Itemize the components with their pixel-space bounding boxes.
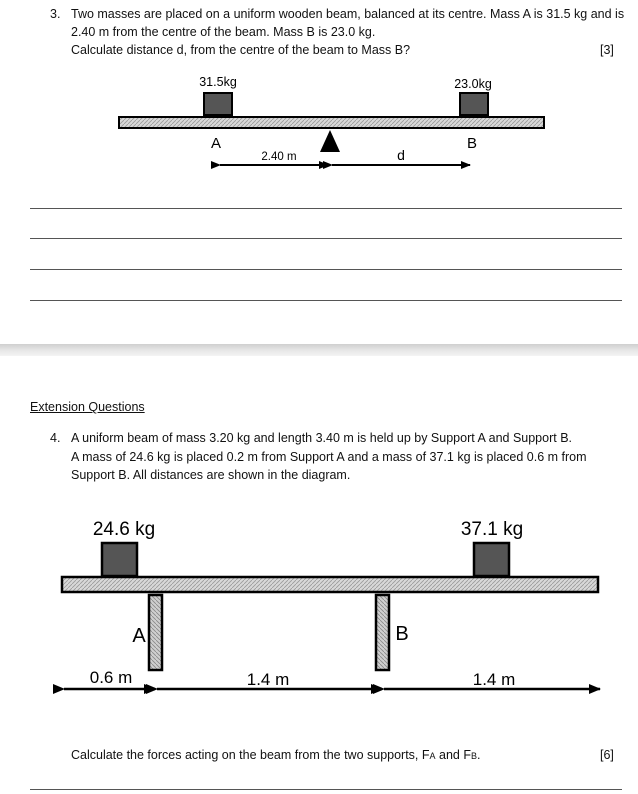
q3-text-line-3: Calculate distance d, from the centre of the beam to Mass B? <box>71 43 411 57</box>
q4-prompt-text: Calculate the forces acting on the beam from the two supports, F <box>71 748 430 762</box>
q3-beam <box>119 117 544 128</box>
q3-distance-a-label: 2.40 m <box>261 151 297 163</box>
q3-point-b-label: B <box>466 135 478 152</box>
q4-dist-3-label: 1.4 m <box>472 670 516 689</box>
q4-mass-right-label: 37.1 kg <box>460 519 524 540</box>
q4-prompt <box>71 746 480 765</box>
q3-mass-a <box>204 93 232 115</box>
q4-mass-left-label: 24.6 kg <box>92 519 156 540</box>
q3-marks: [3] <box>600 43 614 57</box>
q3-mass-a-label: 31.5kg <box>199 75 237 89</box>
q4-prompt-sub-a: A <box>429 751 436 761</box>
q3-answer-line-2[interactable] <box>30 238 622 239</box>
q4-support-a-label: A <box>132 625 146 647</box>
q3-text-line-2: 2.40 m from the centre of the beam. Mass B is 23.0 kg. <box>71 25 376 39</box>
page-break-divider <box>0 344 638 356</box>
q3-answer-line-1[interactable] <box>30 208 622 209</box>
q4-text-line-2: A mass of 24.6 kg is placed 0.2 m from Support A and a mass of 37.1 kg is placed 0.6 m from <box>71 450 587 464</box>
q4-marks: [6] <box>600 748 614 762</box>
q4-support-b <box>376 595 389 670</box>
q4-text-line-3: Support B. All distances are shown in the diagram. <box>71 468 351 482</box>
q3-mass-b <box>460 93 488 115</box>
extension-heading: Extension Questions <box>30 400 145 414</box>
q4-number: 4. <box>50 431 61 445</box>
q4-prompt-sub-b: B <box>470 751 477 761</box>
q4-prompt-mid: and F <box>435 748 471 762</box>
q4-text-line-1: A uniform beam of mass 3.20 kg and length 3.40 m is held up by Support A and Support B. <box>71 431 573 445</box>
q4-support-b-label: B <box>395 623 409 645</box>
q3-answer-line-4[interactable] <box>30 300 622 301</box>
q4-beam <box>62 577 598 592</box>
q3-diagram <box>0 0 638 200</box>
q3-distance-d-label: d <box>397 147 405 163</box>
q4-mass-left <box>102 543 137 576</box>
q3-text-line-1: Two masses are placed on a uniform wooden beam, balanced at its centre. Mass A is 31.5 kg and is <box>71 7 625 21</box>
q4-dist-2-label: 1.4 m <box>246 670 290 689</box>
q3-fulcrum <box>320 130 340 152</box>
q4-support-a <box>149 595 162 670</box>
q3-number: 3. <box>50 7 61 21</box>
q4-diagram <box>0 500 638 710</box>
q3-point-a-label: A <box>210 135 222 152</box>
q4-prompt-end: . <box>476 748 481 762</box>
q3-answer-line-3[interactable] <box>30 269 622 270</box>
q4-dist-1-label: 0.6 m <box>89 668 133 687</box>
q4-answer-line-1[interactable] <box>30 789 622 790</box>
q4-mass-right <box>474 543 509 576</box>
q3-mass-b-label: 23.0kg <box>454 77 492 91</box>
